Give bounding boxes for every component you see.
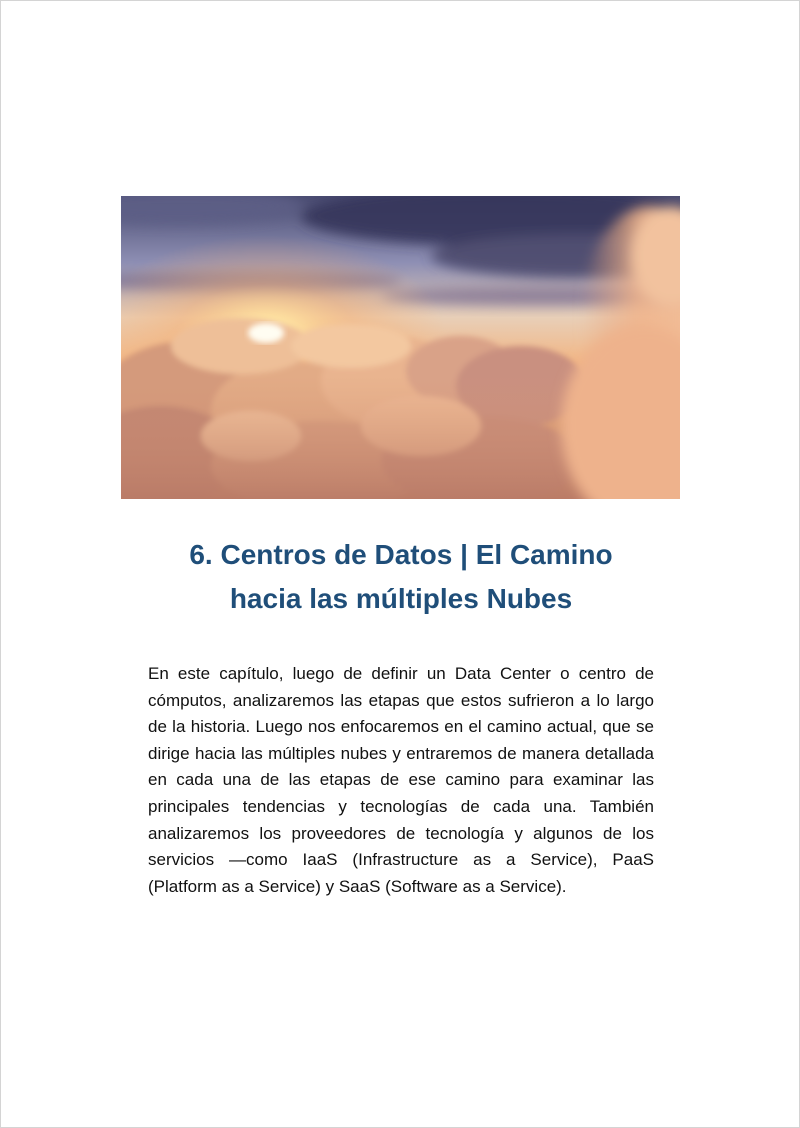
chapter-title	[101, 533, 701, 621]
hero-image-clouds-sunset	[121, 196, 680, 499]
chapter-title-line-1: 6. Centros de Datos | El Camino	[189, 539, 613, 570]
chapter-intro-paragraph: En este capítulo, luego de definir un Data Center o centro de cómputos, analizaremos las etapas que estos sufrieron a lo largo de la historia. Luego nos enfocaremos en el camino actual, que se dirige hacia las múltiples nubes y entraremos de manera detallada en cada una de las etapas de ese camino para examinar las principales tendencias y tecnologías de cada una. También analizaremos los proveedores de tecnología y algunos de los servicios —como IaaS (Infrastructure as a Service), PaaS (Platform as a Service) y SaaS (Software as a Service).	[148, 664, 654, 896]
chapter-title-line-2: hacia las múltiples Nubes	[229, 583, 573, 614]
